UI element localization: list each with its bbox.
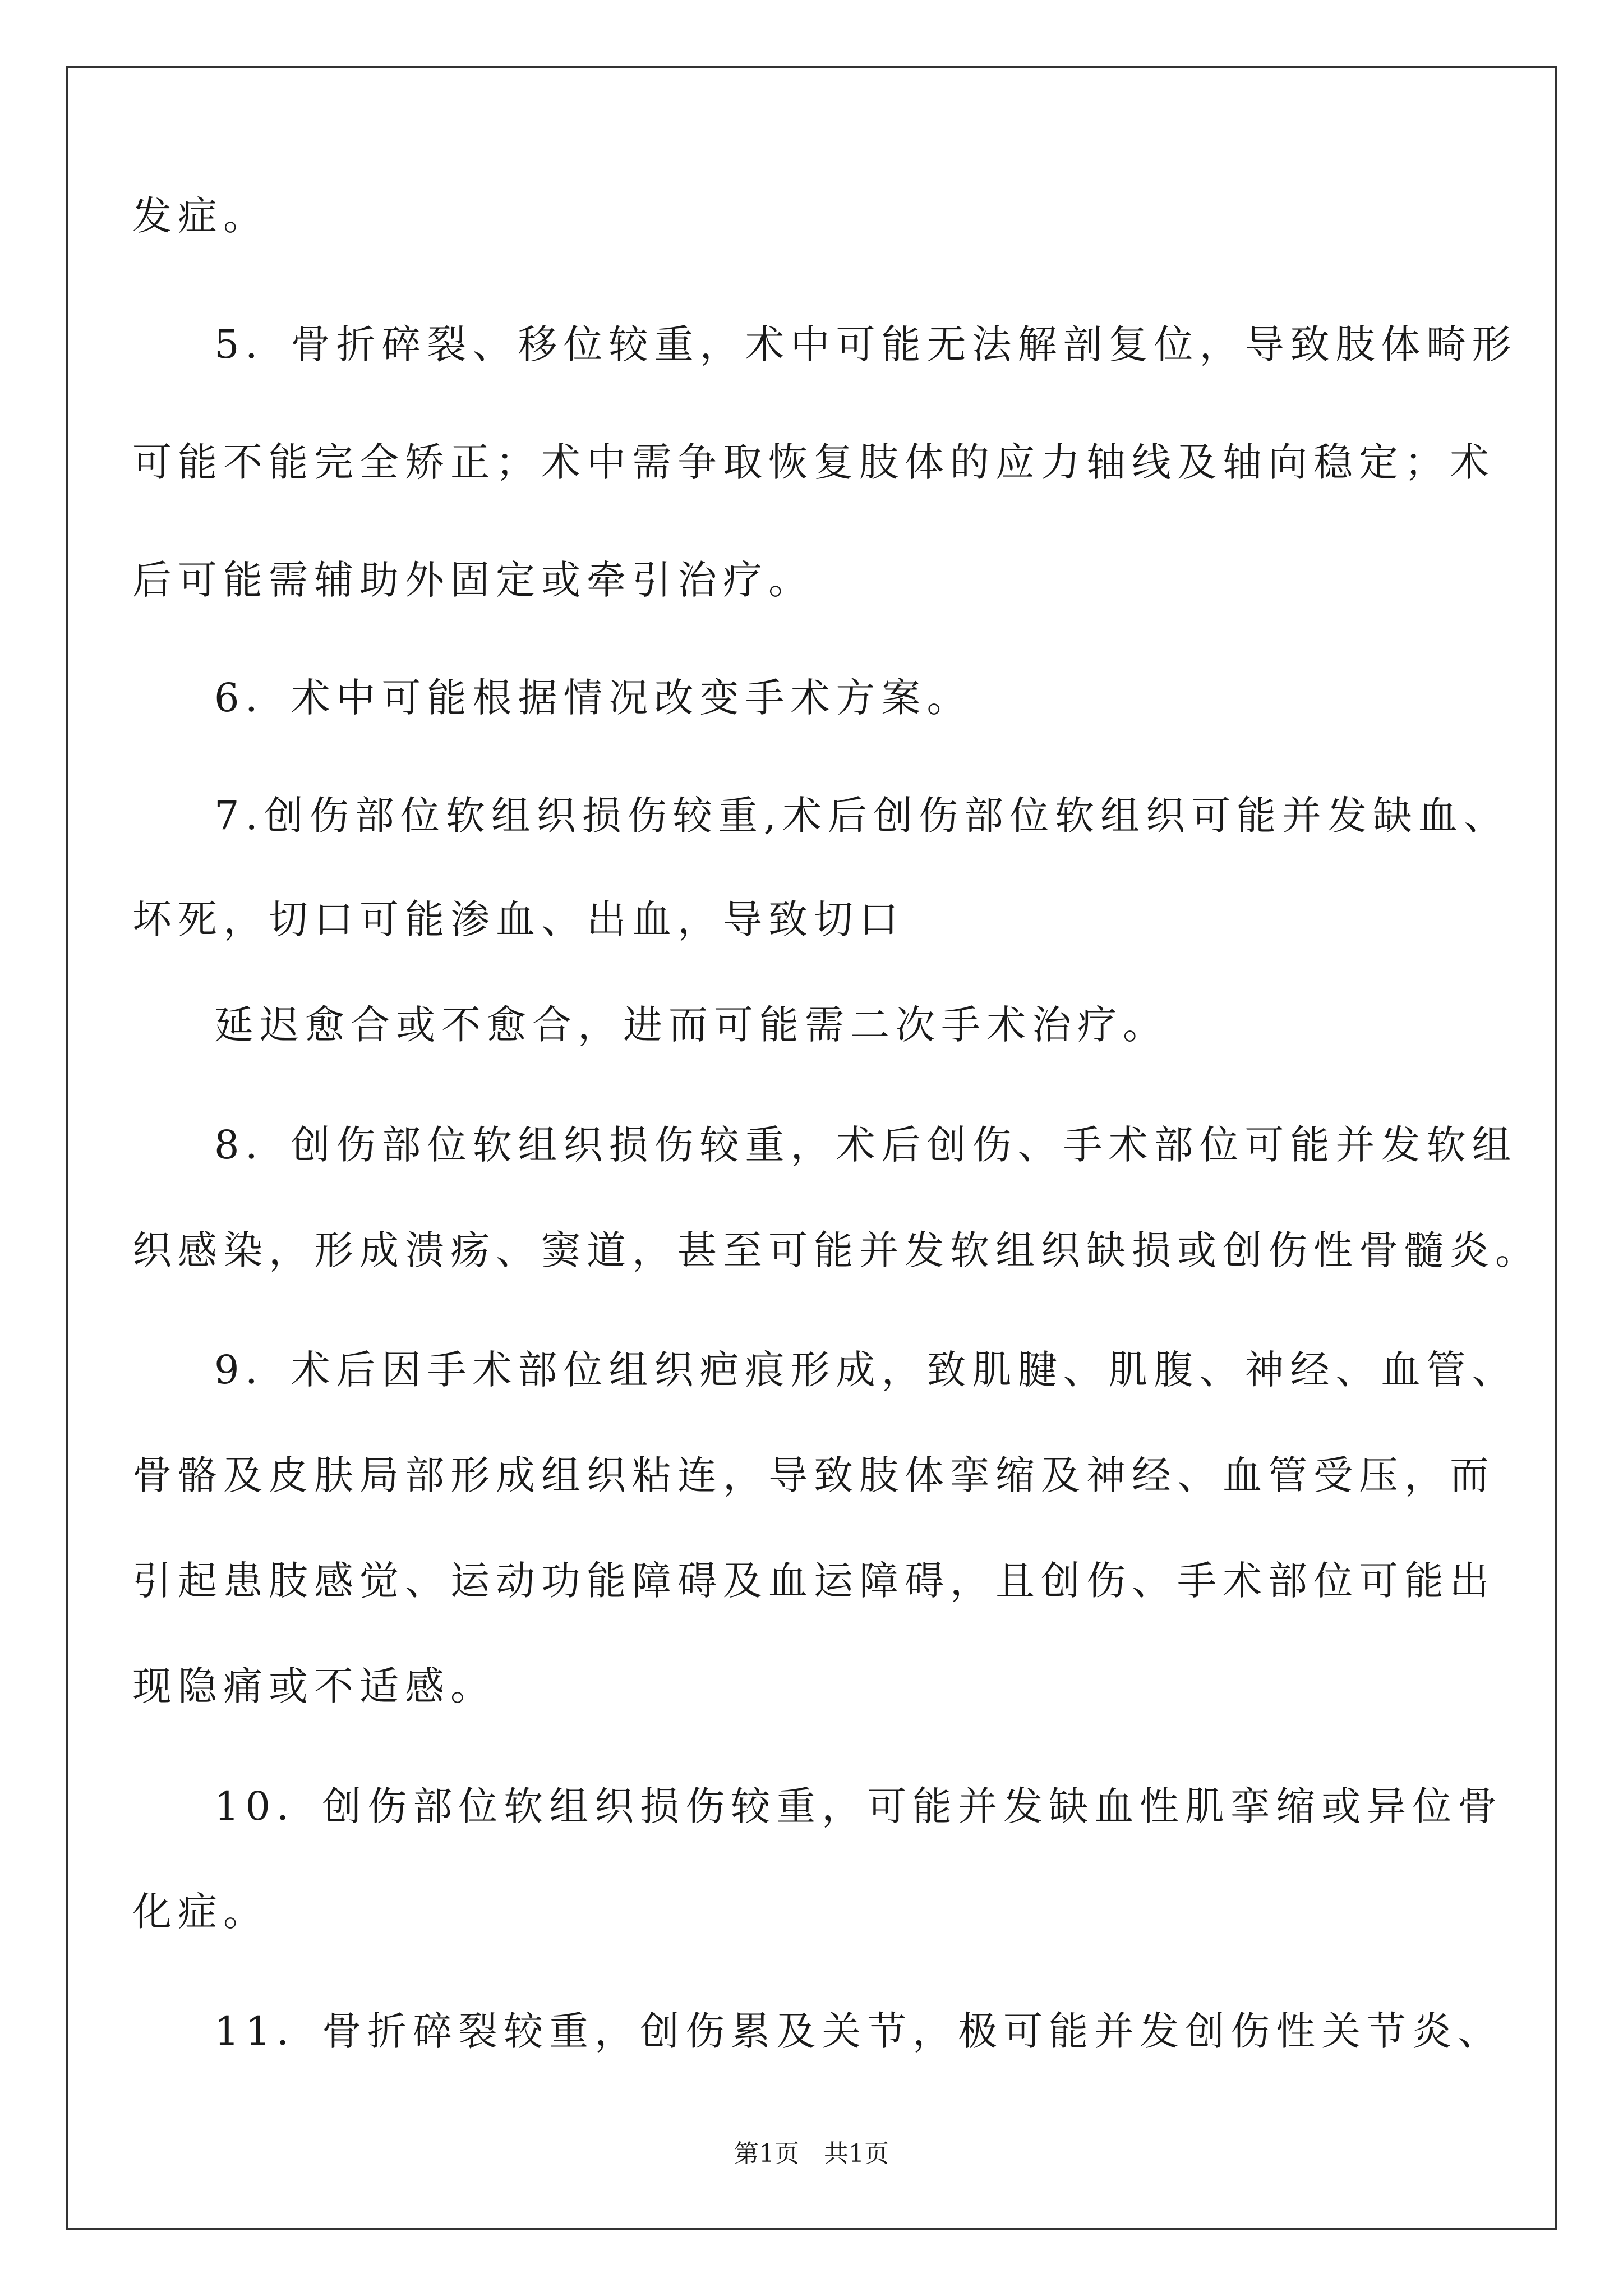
- text-line: 10．创伤部位软组织损伤较重，可能并发缺血性肌挛缩或异位骨: [214, 1783, 1504, 1829]
- page-number-footer: 第1页 共1页: [734, 2139, 889, 2168]
- text-line: 9．术后因手术部位组织疤痕形成，致肌腱、肌腹、神经、血管、: [214, 1347, 1518, 1393]
- text-line: 骨骼及皮肤局部形成组织粘连，导致肢体挛缩及神经、血管受压，而: [132, 1452, 1495, 1498]
- text-line: 8．创伤部位软组织损伤较重，术后创伤、手术部位可能并发软组: [214, 1122, 1518, 1168]
- text-line: 11．骨折碎裂较重，创伤累及关节，极可能并发创伤性关节炎、: [214, 2008, 1504, 2054]
- text-line: 化症。: [132, 1889, 269, 1935]
- text-line: 发症。: [132, 193, 269, 239]
- text-line: 可能不能完全矫正；术中需争取恢复肢体的应力轴线及轴向稳定；术: [132, 439, 1495, 485]
- text-line: 织感染，形成溃疡、窦道，甚至可能并发软组织缺损或创伤性骨髓炎。: [132, 1227, 1541, 1273]
- text-line: 引起患肢感觉、运动功能障碍及血运障碍，且创伤、手术部位可能出: [132, 1558, 1495, 1604]
- text-line: 坏死，切口可能渗血、出血，导致切口: [132, 896, 905, 942]
- text-line: 5．骨折碎裂、移位较重，术中可能无法解剖复位，导致肢体畸形: [214, 321, 1518, 367]
- text-line: 现隐痛或不适感。: [132, 1663, 496, 1709]
- text-line: 后可能需辅助外固定或牵引治疗。: [132, 557, 814, 603]
- text-line: 6．术中可能根据情况改变手术方案。: [214, 675, 972, 721]
- text-line: 7.创伤部位软组织损伤较重,术后创伤部位软组织可能并发缺血、: [214, 793, 1510, 839]
- text-line: 延迟愈合或不愈合，进而可能需二次手术治疗。: [214, 1002, 1168, 1048]
